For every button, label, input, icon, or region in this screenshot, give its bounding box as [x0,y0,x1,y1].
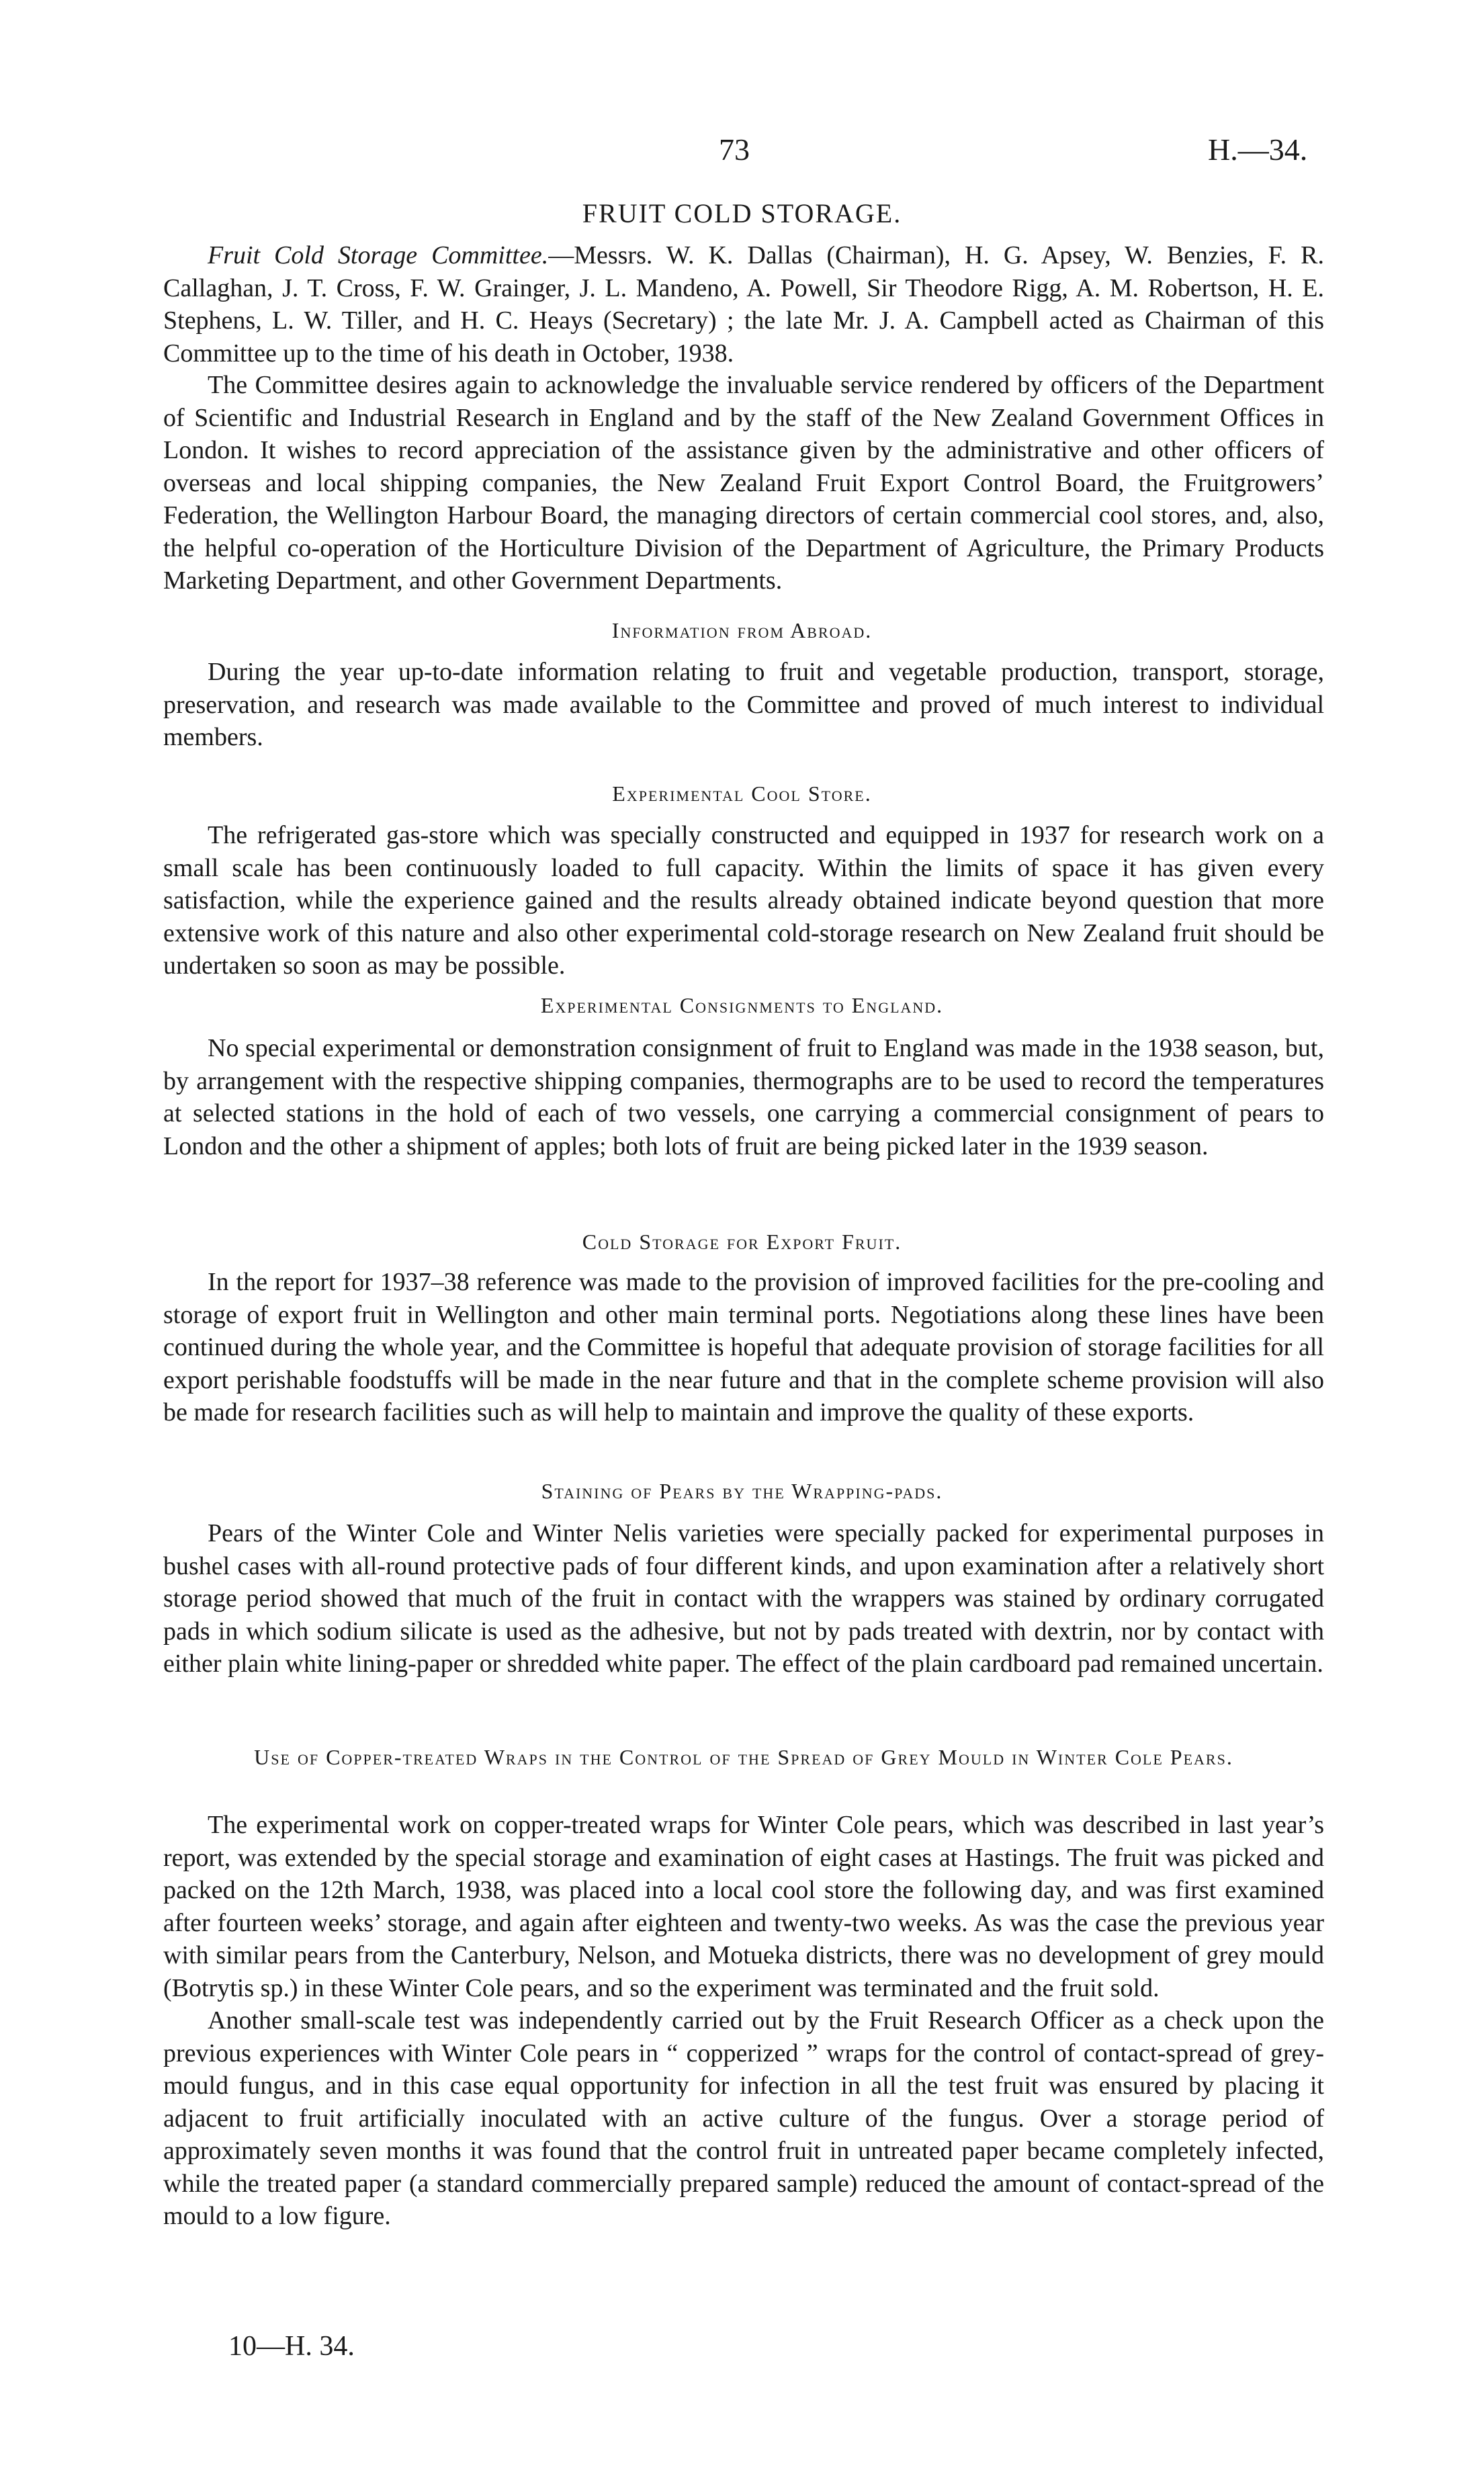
page-title: FRUIT COLD STORAGE. [582,198,902,228]
section-paragraph: No special experimental or demonstration consignment of fruit to England was made in the 1938 season, but, by arrangement with the respective shipping companies, thermographs are to be used to record the temperatures at selected stations in the hold of each of two vessels, one carrying a commercial consignment of pears to London and the other a shipment of apples; both lots of fruit are being picked later in the 1939 season. [163,1034,1324,1160]
section-heading-information [0,618,1484,643]
section-paragraph: The refrigerated gas-store which was specially constructed and equipped in 1937 for research work on a small scale has been continuously loaded to full capacity. Within the limits of space it has given every satisfaction, while the experience gained and the results already obtained indicate beyond question that more extensive work of this nature and also other experimental cold-storage research on New Zealand fruit should be undertaken so soon as may be possible. [163,821,1324,980]
section-export-fruit [163,1266,1324,1429]
section-paragraph: The experimental work on copper-treated wraps for Winter Cole pears, which was described in last year’s report, was extended by the special storage and examination of eight cases at Hastings. The fruit was picked and packed on the 12th March, 1938, was placed into a local cool store the following day, and was first examined after fourteen weeks’ storage, and again after eighteen and twenty-two weeks. As was the case the previous year with similar pears from the Canterbury, Nelson, and Motueka districts, there was no development of grey mould (Botrytis sp.) in these Winter Cole pears, and so the experiment was terminated and the fruit sold. [163,1811,1324,2002]
section-heading-text: Cold Storage for Export Fruit. [582,1230,902,1254]
section-paragraph: Pears of the Winter Cole and Winter Nelis varieties were specially packed for experimental purposes in bushel cases with all-round protective pads of four different kinds, and upon examination after a relatively short storage period showed that much of the fruit in contact with the wrappers was stained by ordinary corrugated pads in which sodium silicate is used as the adhesive, but not by pads treated with dextrin, nor by contact with either plain white lining-paper or shredded white paper. The effect of the plain cardboard pad remained uncertain. [163,1519,1324,1678]
committee-paragraph [163,239,1324,370]
section-consignments [163,1032,1324,1162]
section-heading-staining [0,1479,1484,1504]
report-reference: H.—34. [1208,132,1308,167]
section-heading-copper-wraps [163,1742,1324,1772]
section-heading-text: Experimental Consignments to England. [540,993,944,1017]
footer-reference: 10—H. 34. [228,2331,355,2362]
section-heading-text: Information from Abroad. [611,618,873,642]
committee-label: Fruit Cold Storage Committee. [208,241,549,269]
section-heading-text: Use of Copper-treated Wraps in the Control of the Spread of Grey Mould in Winter Cole Pears. [254,1745,1233,1769]
section-heading-consignments [0,993,1484,1018]
section-paragraph: During the year up-to-date information relating to fruit and vegetable production, transport, storage, preservation, and research was made available to the Committee and proved of much interest to individual members. [163,658,1324,751]
section-paragraph: Another small-scale test was independently carried out by the Fruit Research Officer as a check upon the previous experiences with Winter Cole pears in “ copperized ” wraps for the control of contact-spread of grey-mould fungus, and in this case equal opportunity for infection in all the test fruit was ensured by placing it adjacent to fruit artificially inoculated with an active culture of the fungus. Over a storage period of approximately seven months it was found that the control fruit in untreated paper became completely infected, while the treated paper (a standard commercially prepared sample) reduced the amount of contact-spread of the mould to a low figure. [163,2006,1324,2230]
committee-members: —Messrs. W. K. Dallas (Chairman), H. G. Apsey, W. Benzies, F. R. Callaghan, J. T. Cross, F. W. Grainger, J. L. Mandeno, A. Powell, Sir Theodore Rigg, A. M. Robertson, H. E. Stephens, L. W. Tiller, and H. C. Heays (Secretary) ; the late Mr. J. A. Campbell acted as Chairman of this Committee up to the time of his death in October, 1938. [163,241,1324,368]
intro-paragraph-block [163,369,1324,597]
section-copper-wraps [163,1809,1324,2233]
page-number: 73 [719,132,750,167]
section-paragraph: In the report for 1937–38 reference was made to the provision of improved facilities for the pre-cooling and storage of export fruit in Wellington and other main terminal ports. Negotiations along these lines have been continued during the whole year, and the Committee is hopeful that adequate provision of storage facilities for all export perishable foodstuffs will be made in the near future and that in the complete scheme provision will also be made for research facilities such as will help to maintain and improve the quality of these exports. [163,1268,1324,1426]
section-heading-text: Staining of Pears by the Wrapping-pads. [541,1479,943,1503]
section-information [163,656,1324,754]
section-cool-store [163,819,1324,982]
section-heading-text: Experimental Cool Store. [612,781,872,806]
section-heading-export-fruit [0,1230,1484,1254]
section-heading-cool-store [0,781,1484,806]
intro-paragraph: The Committee desires again to acknowledge the invaluable service rendered by officers of the Department of Scientific and Industrial Research in England and by the staff of the New Zealand Government Offices in London. It wishes to record appreciation of the assistance given by the administrative and other officers of overseas and local shipping companies, the New Zealand Fruit Export Control Board, the Fruitgrowers’ Federation, the Wellington Harbour Board, the managing directors of certain commercial cool stores, and, also, the helpful co-operation of the Horticulture Division of the Department of Agriculture, the Primary Products Marketing Department, and other Government Departments. [163,371,1324,595]
section-staining [163,1517,1324,1680]
